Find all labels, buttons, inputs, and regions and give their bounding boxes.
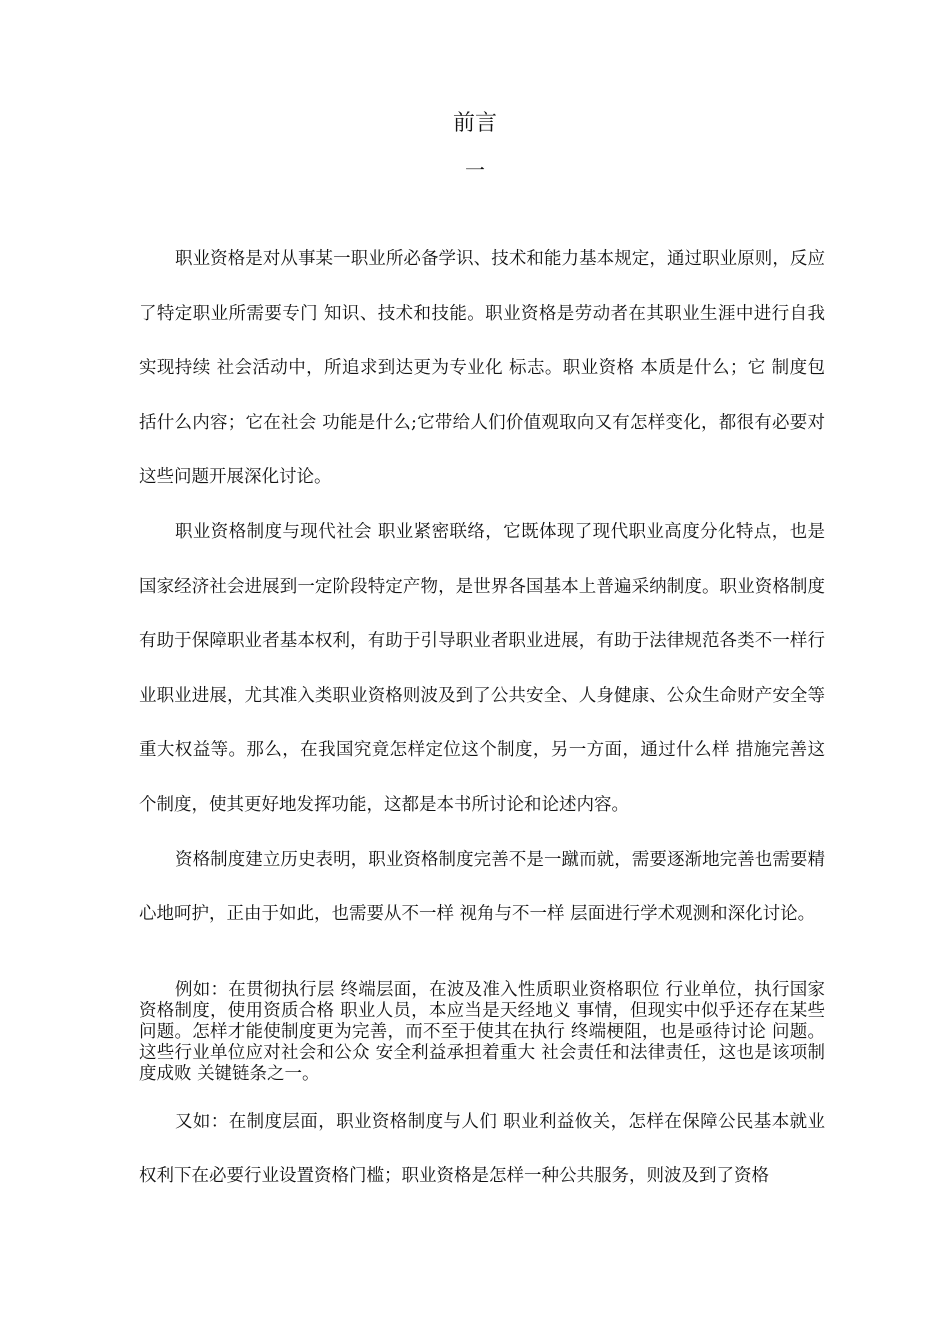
paragraph-3: 资格制度建立历史表明，职业资格制度完善不是一蹴而就，需要逐渐地完善也需要精心地呵护，正由于如此，也需要从不一样 视角与不一样 层面进行学术观测和深化讨论。 <box>139 849 825 925</box>
paragraph-4: 例如：在贯彻执行层 终端层面，在波及准入性质职业资格职位 行业单位，执行国家资格制度，使用资质合格 职业人员，本应当是天经地义 事情，但现实中似乎还存在某些问题。怎样才能使制度更为完善，而不至于使其在执行 终端梗阻，也是亟待讨论 问题。这些行业单位应对社会和公众 安全利益承担着重大 社会责任和法律责任，这也是该项制度成败 关键链条之一。 <box>139 979 825 1084</box>
paragraph-spacer <box>139 942 825 980</box>
paragraph-1: 职业资格是对从事某一职业所必备学识、技术和能力基本规定，通过职业原则，反应了特定职业所需要专门 知识、技术和技能。职业资格是劳动者在其职业生涯中进行自我实现持续 社会活动中，所追求到达更为专业化 标志。职业资格 本质是什么；它 制度包括什么内容；它在社会 功能是什么;它带给人们价值观取向又有怎样变化，都很有必要对这些问题开展深化讨论。 <box>139 249 825 488</box>
page-title: 前言 <box>452 111 497 136</box>
section-number: 一 <box>465 158 485 182</box>
paragraph-2: 职业资格制度与现代社会 职业紧密联络，它既体现了现代职业高度分化特点，也是国家经济社会进展到一定阶段特定产物，是世界各国基本上普遍采纳制度。职业资格制度有助于保障职业者基本权利，有助于引导职业者职业进展，有助于法律规范各类不一样行业职业进展，尤其准入类职业资格则波及到了公共安全、人身健康、公众生命财产安全等重大权益等。那么，在我国究竟怎样定位这个制度，另一方面，通过什么样 措施完善这个制度，使其更好地发挥功能，这都是本书所讨论和论述内容。 <box>139 521 825 815</box>
paragraph-5: 又如：在制度层面，职业资格制度与人们 职业利益攸关，怎样在保障公民基本就业权利下在必要行业设置资格门槛；职业资格是怎样一种公共服务，则波及到了资格 <box>139 1111 825 1187</box>
document-body <box>139 232 825 1204</box>
paragraph-spacer <box>139 1085 825 1095</box>
